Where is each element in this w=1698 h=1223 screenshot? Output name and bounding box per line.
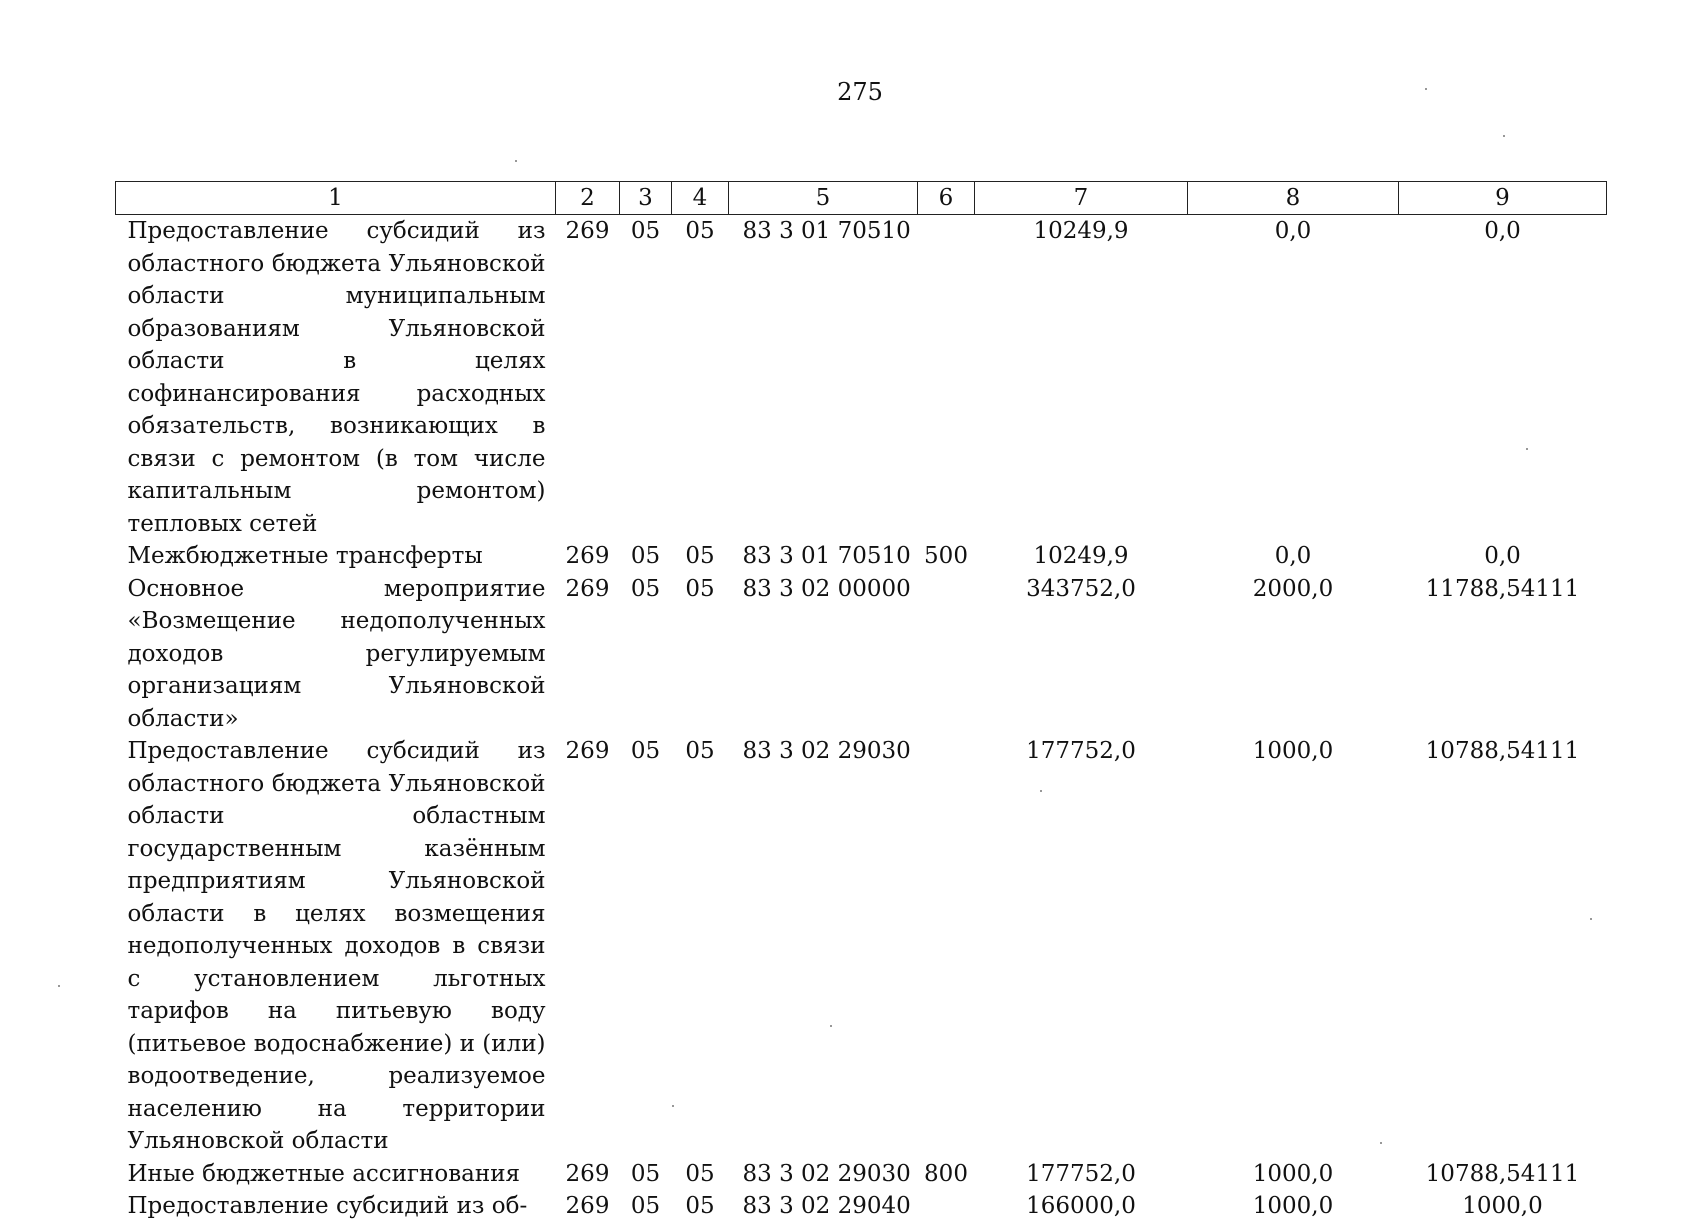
- scan-speck: [58, 985, 60, 987]
- cell-grbs-code: 269: [565, 543, 610, 569]
- cell-amount-col8: 0,0: [1274, 218, 1312, 244]
- cell-subsection: 05: [685, 1193, 715, 1219]
- row-description: Межбюджетные трансферты: [127, 543, 483, 569]
- row-description: Предоставление субсидий из об-: [127, 1193, 528, 1219]
- cell-grbs-code: 269: [565, 575, 610, 602]
- scan-speck: [1526, 448, 1528, 450]
- scan-speck: [515, 160, 517, 162]
- table-row: [116, 735, 1607, 1158]
- cell-target-article: 83 3 02 29040: [742, 1193, 911, 1219]
- cell-section: 05: [630, 1160, 661, 1187]
- cell-amount-col9: 11788,54111: [1425, 575, 1580, 602]
- cell-amount-col8: 0,0: [1274, 543, 1312, 569]
- cell-amount-col7: 10249,9: [1033, 543, 1129, 569]
- column-header: 5: [729, 182, 918, 215]
- cell-target-article: 83 3 02 29030: [742, 738, 911, 764]
- table-row: [116, 540, 1607, 573]
- cell-section: 05: [630, 738, 661, 764]
- cell-section: 05: [630, 575, 661, 602]
- cell-expense-type: [918, 735, 975, 1158]
- cell-grbs-code: 269: [565, 218, 610, 244]
- table-row: [116, 215, 1607, 541]
- cell-expense-type: [918, 573, 975, 736]
- cell-subsection: 05: [685, 543, 715, 569]
- cell-expense-type: [918, 1190, 975, 1223]
- cell-subsection: 05: [685, 738, 715, 764]
- cell-amount-col9: 10788,54111: [1425, 1160, 1580, 1187]
- scan-speck: [1040, 790, 1042, 792]
- table-row: [116, 1190, 1607, 1223]
- scan-speck: [1503, 135, 1505, 137]
- scan-speck: [1425, 88, 1427, 90]
- cell-expense-type: [918, 215, 975, 541]
- cell-expense-type: 800: [924, 1160, 968, 1187]
- cell-grbs-code: 269: [565, 1193, 610, 1219]
- row-description: Предоставление субсидий из областного бюджета Ульяновской области областным государственным казённым предприятиям Ульяновской области в целях возмещения недополученных доходов в связи с установлением льготных тарифов на питьевую воду (питьевое водоснабжение) и (или) водоотведение, реализуемое населению на территории Ульяновской области: [127, 738, 546, 1154]
- cell-amount-col9: 0,0: [1484, 218, 1521, 244]
- scan-speck: [672, 1105, 674, 1107]
- scan-speck: [830, 1025, 832, 1027]
- cell-grbs-code: 269: [565, 1160, 610, 1187]
- table-row: [116, 573, 1607, 736]
- cell-target-article: 83 3 02 29030: [742, 1160, 911, 1187]
- column-header: 7: [975, 182, 1188, 215]
- column-header: 1: [116, 182, 556, 215]
- cell-expense-type: 500: [924, 543, 968, 569]
- cell-subsection: 05: [685, 218, 715, 244]
- cell-amount-col7: 343752,0: [1026, 575, 1136, 602]
- column-header: 2: [556, 182, 620, 215]
- cell-section: 05: [630, 543, 661, 569]
- budget-table: [115, 181, 1607, 1223]
- row-description: Предоставление субсидий из областного бюджета Ульяновской области муниципальным образованиям Ульяновской области в целях софинансирования расходных обязательств, возникающих в связи с ремонтом (в том числе капитальным ремонтом) тепловых сетей: [127, 218, 546, 537]
- cell-subsection: 05: [685, 1160, 715, 1187]
- scan-speck: [1590, 918, 1592, 920]
- cell-subsection: 05: [685, 575, 715, 602]
- column-header: 8: [1188, 182, 1399, 215]
- cell-amount-col8: 1000,0: [1252, 738, 1334, 764]
- cell-amount-col8: 1000,0: [1252, 1160, 1334, 1187]
- cell-amount-col8: 2000,0: [1252, 575, 1334, 602]
- column-header: 4: [672, 182, 729, 215]
- column-header: 9: [1399, 182, 1607, 215]
- cell-amount-col8: 1000,0: [1252, 1193, 1334, 1219]
- table-row: [116, 1158, 1607, 1191]
- cell-amount-col9: 0,0: [1484, 543, 1521, 569]
- column-header: 6: [918, 182, 975, 215]
- row-description: Основное мероприятие «Возмещение недополученных доходов регулируемым организациям Ульяновской области»: [127, 575, 546, 732]
- cell-target-article: 83 3 01 70510: [742, 543, 911, 569]
- table-header-row: [116, 182, 1607, 215]
- cell-amount-col7: 166000,0: [1026, 1193, 1136, 1219]
- column-header: 3: [620, 182, 672, 215]
- cell-target-article: 83 3 02 00000: [742, 575, 911, 602]
- cell-amount-col9: 10788,54111: [1425, 738, 1580, 764]
- cell-section: 05: [630, 1193, 661, 1219]
- cell-section: 05: [630, 218, 661, 244]
- cell-amount-col9: 1000,0: [1462, 1193, 1543, 1219]
- cell-amount-col7: 177752,0: [1026, 738, 1136, 764]
- cell-amount-col7: 177752,0: [1026, 1160, 1136, 1187]
- page-number: 275: [837, 78, 883, 106]
- cell-amount-col7: 10249,9: [1033, 218, 1129, 244]
- cell-grbs-code: 269: [565, 738, 610, 764]
- scan-speck: [1380, 1142, 1382, 1144]
- cell-target-article: 83 3 01 70510: [742, 218, 911, 244]
- row-description: Иные бюджетные ассигнования: [127, 1160, 521, 1187]
